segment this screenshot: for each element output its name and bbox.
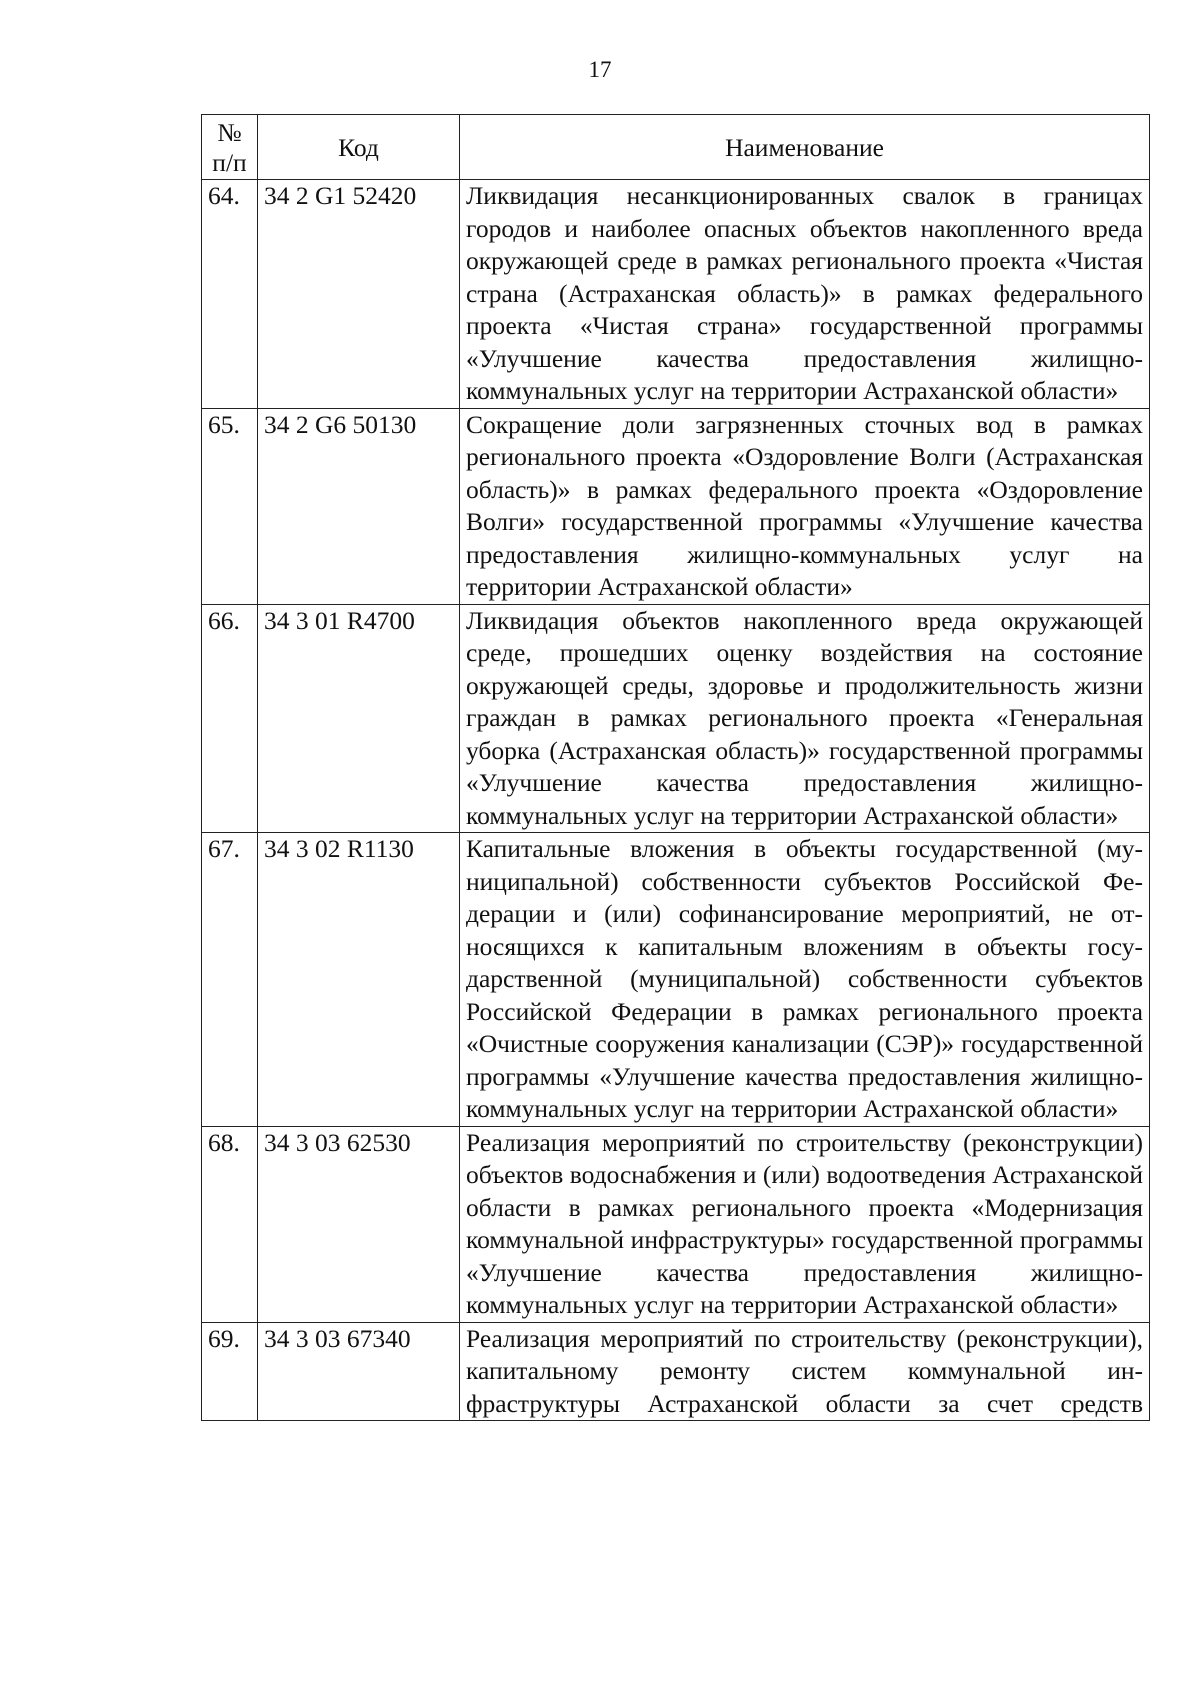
row-number: 67. <box>202 833 258 1127</box>
row-code: 34 2 G6 50130 <box>258 408 460 604</box>
row-name: Ликвидация несанкционированных свалок в границах городов и наиболее опасных объектов накопленного вреда окружающей среде в рамках регионального проекта «Чистая страна (Астраханская область)» в рамках федерального проекта «Чистая страна» государственной программы «Улучшение качества предоставления жилищно-коммунальных услуг на территории Астраханской области» <box>460 180 1150 409</box>
row-code: 34 2 G1 52420 <box>258 180 460 409</box>
row-number: 66. <box>202 604 258 833</box>
table-row <box>202 604 1150 833</box>
header-code: Код <box>258 115 460 180</box>
row-name: Реализация мероприятий по строительству (реконструкции) объектов водоснабжения и (или) водоотведения Астраханской области в рамках регионального проекта «Модернизация коммунальной инфраструктуры» государственной программы «Улучшение качества предоставления жилищно-коммунальных услуг на территории Астраханской области» <box>460 1126 1150 1322</box>
row-number: 65. <box>202 408 258 604</box>
row-name: Ликвидация объектов накопленного вреда окружающей среде, прошедших оценку воздействия на состояние окружающей среды, здоровье и продолжительность жизни граждан в рамках регионального проекта «Генеральная уборка (Астраханская область)» государственной программы «Улучшение качества предоставления жилищно-коммунальных услуг на территории Астраханской области» <box>460 604 1150 833</box>
table-row <box>202 1322 1150 1421</box>
row-code: 34 3 01 R4700 <box>258 604 460 833</box>
table-header-row <box>202 115 1150 180</box>
header-number-abbr: п/п <box>212 148 247 177</box>
row-number: 68. <box>202 1126 258 1322</box>
row-code: 34 3 03 62530 <box>258 1126 460 1322</box>
table-row <box>202 408 1150 604</box>
header-number-sign: № <box>217 118 242 147</box>
row-name: Капитальные вложения в объекты государственной (муниципальной) собственности субъектов Российской Федерации и (или) софинансирование мероприятий, не относящихся к капитальным вложениям в объекты государственной (муниципальной) собственности субъектов Российской Федерации в рамках регионального проекта «Очистные сооружения канализации (СЭР)» государственной программы «Улучшение качества предоставления жилищно-коммунальных услуг на территории Астраханской области» <box>460 833 1150 1127</box>
page-number: 17 <box>588 57 612 82</box>
table-row <box>202 833 1150 1127</box>
header-name: Наименование <box>460 115 1150 180</box>
row-number: 64. <box>202 180 258 409</box>
table-row <box>202 1126 1150 1322</box>
row-code: 34 3 03 67340 <box>258 1322 460 1421</box>
table-row <box>202 180 1150 409</box>
budget-codes-table <box>201 114 1150 1421</box>
row-number: 69. <box>202 1322 258 1421</box>
row-code: 34 3 02 R1130 <box>258 833 460 1127</box>
header-number <box>202 115 258 180</box>
row-name: Сокращение доли загрязненных сточных вод в рамках регионального проекта «Оздоровление Волги (Астраханская область)» в рамках федерального проекта «Оздоровление Волги» государственной программы «Улучшение качества предоставления жилищно-коммунальных услуг на территории Астраханской области» <box>460 408 1150 604</box>
row-name: Реализация мероприятий по строительству (реконструкции), капитальному ремонту систем коммунальной инфраструктуры Астраханской области за счет средств <box>460 1322 1150 1421</box>
